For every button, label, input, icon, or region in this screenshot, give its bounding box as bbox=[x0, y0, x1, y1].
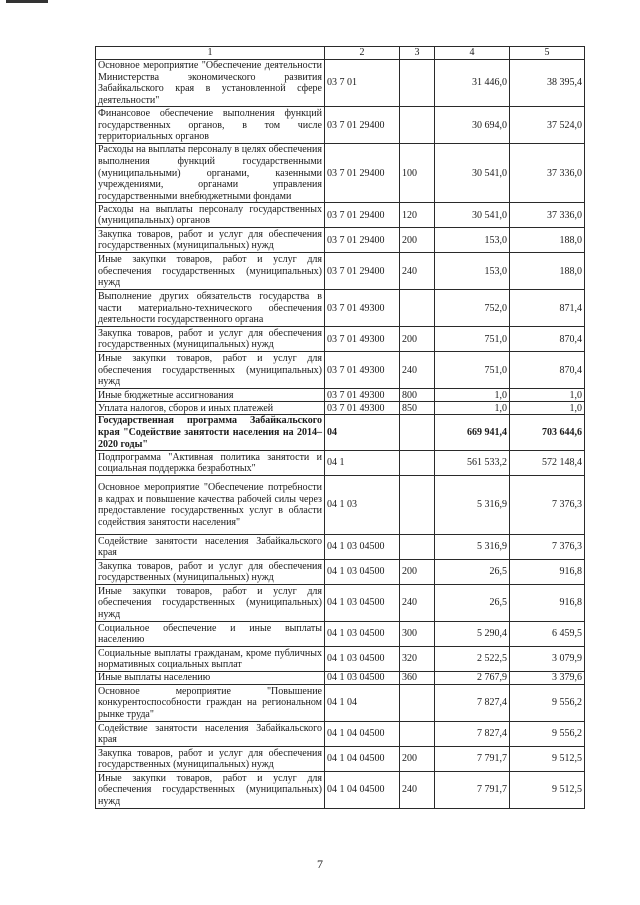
row-amount-col4: 5 316,9 bbox=[435, 535, 510, 560]
row-amount-col5: 9 556,2 bbox=[510, 722, 585, 747]
row-amount-col5: 188,0 bbox=[510, 253, 585, 290]
row-expense-type bbox=[400, 476, 435, 535]
row-amount-col5: 870,4 bbox=[510, 327, 585, 352]
row-amount-col4: 752,0 bbox=[435, 290, 510, 327]
row-target-code: 03 7 01 29400 bbox=[325, 107, 400, 144]
row-name: Выполнение других обязательств государства в части материально-технического обеспечения деятельности государственного органа bbox=[96, 290, 325, 327]
row-amount-col4: 1,0 bbox=[435, 402, 510, 415]
row-expense-type: 240 bbox=[400, 253, 435, 290]
row-name: Иные выплаты населению bbox=[96, 672, 325, 685]
row-expense-type: 200 bbox=[400, 327, 435, 352]
column-number-row bbox=[96, 47, 585, 60]
table-row bbox=[96, 585, 585, 622]
row-name: Содействие занятости населения Забайкальского края bbox=[96, 535, 325, 560]
row-target-code: 03 7 01 29400 bbox=[325, 203, 400, 228]
row-expense-type: 120 bbox=[400, 203, 435, 228]
row-amount-col5: 7 376,3 bbox=[510, 535, 585, 560]
row-name: Закупка товаров, работ и услуг для обеспечения государственных (муниципальных) нужд bbox=[96, 747, 325, 772]
row-name: Закупка товаров, работ и услуг для обеспечения государственных (муниципальных) нужд bbox=[96, 327, 325, 352]
row-target-code: 04 1 03 04500 bbox=[325, 535, 400, 560]
page-number: 7 bbox=[317, 857, 323, 871]
table-row bbox=[96, 107, 585, 144]
table-row bbox=[96, 352, 585, 389]
column-number: 4 bbox=[435, 47, 510, 60]
table-row bbox=[96, 747, 585, 772]
row-expense-type: 800 bbox=[400, 389, 435, 402]
table-row bbox=[96, 144, 585, 203]
budget-table bbox=[95, 46, 585, 809]
row-amount-col4: 26,5 bbox=[435, 585, 510, 622]
budget-table-body bbox=[96, 47, 585, 809]
row-expense-type: 200 bbox=[400, 228, 435, 253]
row-amount-col5: 1,0 bbox=[510, 389, 585, 402]
row-amount-col5: 572 148,4 bbox=[510, 451, 585, 476]
row-amount-col5: 37 336,0 bbox=[510, 203, 585, 228]
table-row bbox=[96, 253, 585, 290]
row-target-code: 04 1 03 04500 bbox=[325, 622, 400, 647]
row-target-code: 03 7 01 bbox=[325, 60, 400, 107]
row-target-code: 03 7 01 49300 bbox=[325, 389, 400, 402]
table-row bbox=[96, 451, 585, 476]
row-amount-col4: 561 533,2 bbox=[435, 451, 510, 476]
column-number: 3 bbox=[400, 47, 435, 60]
table-row bbox=[96, 402, 585, 415]
row-target-code: 04 1 03 bbox=[325, 476, 400, 535]
row-expense-type bbox=[400, 290, 435, 327]
row-amount-col4: 2 767,9 bbox=[435, 672, 510, 685]
row-name: Социальное обеспечение и иные выплаты населению bbox=[96, 622, 325, 647]
row-name: Расходы на выплаты персоналу государственных (муниципальных) органов bbox=[96, 203, 325, 228]
row-name: Социальные выплаты гражданам, кроме публичных нормативных социальных выплат bbox=[96, 647, 325, 672]
row-name: Иные бюджетные ассигнования bbox=[96, 389, 325, 402]
row-amount-col4: 751,0 bbox=[435, 352, 510, 389]
row-name: Закупка товаров, работ и услуг для обеспечения государственных (муниципальных) нужд bbox=[96, 560, 325, 585]
row-amount-col4: 7 827,4 bbox=[435, 685, 510, 722]
row-amount-col4: 669 941,4 bbox=[435, 415, 510, 451]
row-name: Иные закупки товаров, работ и услуг для обеспечения государственных (муниципальных) нужд bbox=[96, 585, 325, 622]
row-target-code: 03 7 01 29400 bbox=[325, 228, 400, 253]
row-amount-col4: 31 446,0 bbox=[435, 60, 510, 107]
row-expense-type: 240 bbox=[400, 585, 435, 622]
row-target-code: 04 1 04 04500 bbox=[325, 722, 400, 747]
row-amount-col5: 7 376,3 bbox=[510, 476, 585, 535]
row-target-code: 03 7 01 49300 bbox=[325, 327, 400, 352]
row-amount-col5: 916,8 bbox=[510, 560, 585, 585]
table-row bbox=[96, 415, 585, 451]
row-name: Закупка товаров, работ и услуг для обеспечения государственных (муниципальных) нужд bbox=[96, 228, 325, 253]
row-name: Основное мероприятие "Обеспечение потребности в кадрах и повышение качества рабочей силы через предоставление государственных услуг в области содействия занятости населения" bbox=[96, 476, 325, 535]
row-expense-type bbox=[400, 722, 435, 747]
row-expense-type bbox=[400, 107, 435, 144]
table-row bbox=[96, 622, 585, 647]
row-amount-col5: 871,4 bbox=[510, 290, 585, 327]
row-name: Основное мероприятие "Обеспечение деятельности Министерства экономического развития Забайкальского края в установленной сфере деятельности" bbox=[96, 60, 325, 107]
row-name: Уплата налогов, сборов и иных платежей bbox=[96, 402, 325, 415]
row-amount-col5: 6 459,5 bbox=[510, 622, 585, 647]
table-row bbox=[96, 290, 585, 327]
row-expense-type: 300 bbox=[400, 622, 435, 647]
row-amount-col5: 3 379,6 bbox=[510, 672, 585, 685]
table-row bbox=[96, 203, 585, 228]
row-target-code: 04 1 bbox=[325, 451, 400, 476]
row-expense-type bbox=[400, 535, 435, 560]
row-expense-type: 200 bbox=[400, 560, 435, 585]
table-row bbox=[96, 560, 585, 585]
row-amount-col4: 30 541,0 bbox=[435, 203, 510, 228]
row-amount-col4: 30 694,0 bbox=[435, 107, 510, 144]
row-name: Содействие занятости населения Забайкальского края bbox=[96, 722, 325, 747]
row-amount-col5: 870,4 bbox=[510, 352, 585, 389]
table-row bbox=[96, 722, 585, 747]
row-target-code: 04 1 03 04500 bbox=[325, 672, 400, 685]
row-amount-col5: 916,8 bbox=[510, 585, 585, 622]
row-amount-col5: 1,0 bbox=[510, 402, 585, 415]
row-expense-type bbox=[400, 685, 435, 722]
row-name: Расходы на выплаты персоналу в целях обеспечения выполнения функций государственными (муниципальными) органами, казенными учреждениями, органами управления государственными внебюджетными фондами bbox=[96, 144, 325, 203]
row-amount-col5: 703 644,6 bbox=[510, 415, 585, 451]
table-row bbox=[96, 228, 585, 253]
row-amount-col5: 188,0 bbox=[510, 228, 585, 253]
row-amount-col4: 5 290,4 bbox=[435, 622, 510, 647]
row-amount-col5: 9 512,5 bbox=[510, 747, 585, 772]
table-row bbox=[96, 772, 585, 809]
table-row bbox=[96, 672, 585, 685]
row-target-code: 03 7 01 49300 bbox=[325, 352, 400, 389]
row-name: Основное мероприятие "Повышение конкурентоспособности граждан на региональном рынке труда" bbox=[96, 685, 325, 722]
row-amount-col5: 3 079,9 bbox=[510, 647, 585, 672]
row-expense-type bbox=[400, 451, 435, 476]
corner-scan-mark bbox=[6, 0, 48, 3]
row-name: Государственная программа Забайкальского края "Содействие занятости населения на 2014–2020 годы" bbox=[96, 415, 325, 451]
row-target-code: 03 7 01 29400 bbox=[325, 144, 400, 203]
row-amount-col4: 7 791,7 bbox=[435, 747, 510, 772]
table-row bbox=[96, 476, 585, 535]
row-name: Иные закупки товаров, работ и услуг для обеспечения государственных (муниципальных) нужд bbox=[96, 253, 325, 290]
row-amount-col5: 37 524,0 bbox=[510, 107, 585, 144]
row-amount-col4: 30 541,0 bbox=[435, 144, 510, 203]
row-target-code: 04 1 03 04500 bbox=[325, 560, 400, 585]
row-amount-col4: 7 791,7 bbox=[435, 772, 510, 809]
row-amount-col5: 9 512,5 bbox=[510, 772, 585, 809]
row-amount-col5: 38 395,4 bbox=[510, 60, 585, 107]
row-expense-type: 200 bbox=[400, 747, 435, 772]
row-amount-col4: 2 522,5 bbox=[435, 647, 510, 672]
row-name: Иные закупки товаров, работ и услуг для обеспечения государственных (муниципальных) нужд bbox=[96, 352, 325, 389]
row-amount-col4: 153,0 bbox=[435, 228, 510, 253]
row-amount-col4: 1,0 bbox=[435, 389, 510, 402]
row-amount-col4: 7 827,4 bbox=[435, 722, 510, 747]
column-number: 5 bbox=[510, 47, 585, 60]
table-row bbox=[96, 685, 585, 722]
row-amount-col4: 153,0 bbox=[435, 253, 510, 290]
row-amount-col5: 37 336,0 bbox=[510, 144, 585, 203]
row-amount-col5: 9 556,2 bbox=[510, 685, 585, 722]
row-amount-col4: 751,0 bbox=[435, 327, 510, 352]
column-number: 1 bbox=[96, 47, 325, 60]
row-target-code: 04 1 03 04500 bbox=[325, 647, 400, 672]
row-name: Иные закупки товаров, работ и услуг для обеспечения государственных (муниципальных) нужд bbox=[96, 772, 325, 809]
row-target-code: 04 bbox=[325, 415, 400, 451]
row-name: Подпрограмма "Активная политика занятости и социальная поддержка безработных" bbox=[96, 451, 325, 476]
row-expense-type: 320 bbox=[400, 647, 435, 672]
row-expense-type: 240 bbox=[400, 352, 435, 389]
row-target-code: 04 1 04 04500 bbox=[325, 747, 400, 772]
row-amount-col4: 5 316,9 bbox=[435, 476, 510, 535]
row-expense-type bbox=[400, 60, 435, 107]
column-number: 2 bbox=[325, 47, 400, 60]
row-expense-type: 360 bbox=[400, 672, 435, 685]
row-expense-type: 100 bbox=[400, 144, 435, 203]
table-row bbox=[96, 60, 585, 107]
table-row bbox=[96, 535, 585, 560]
row-target-code: 03 7 01 49300 bbox=[325, 290, 400, 327]
row-expense-type bbox=[400, 415, 435, 451]
row-target-code: 04 1 04 04500 bbox=[325, 772, 400, 809]
table-row bbox=[96, 647, 585, 672]
row-target-code: 04 1 04 bbox=[325, 685, 400, 722]
row-target-code: 03 7 01 49300 bbox=[325, 402, 400, 415]
row-expense-type: 850 bbox=[400, 402, 435, 415]
row-target-code: 04 1 03 04500 bbox=[325, 585, 400, 622]
row-amount-col4: 26,5 bbox=[435, 560, 510, 585]
row-expense-type: 240 bbox=[400, 772, 435, 809]
row-name: Финансовое обеспечение выполнения функций государственных органов, в том числе территориальных органов bbox=[96, 107, 325, 144]
row-target-code: 03 7 01 29400 bbox=[325, 253, 400, 290]
table-row bbox=[96, 389, 585, 402]
table-row bbox=[96, 327, 585, 352]
